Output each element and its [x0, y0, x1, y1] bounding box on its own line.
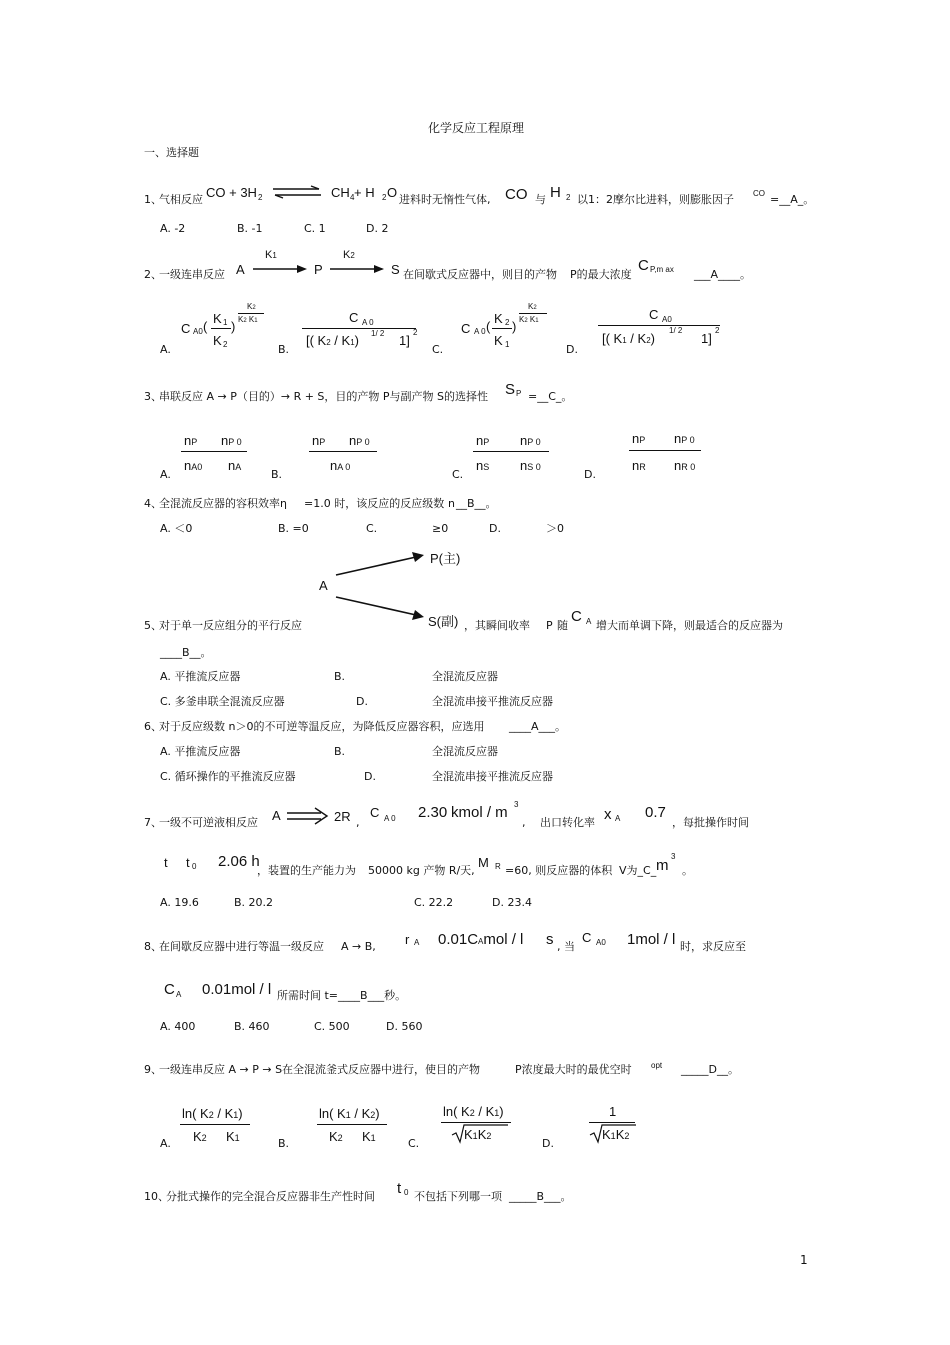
option-label: D. — [566, 343, 578, 356]
fraction-bar — [441, 1122, 511, 1123]
option-b: B. -1 — [237, 222, 263, 235]
yield-p: P — [546, 619, 553, 632]
denominator: nA0 — [184, 458, 203, 473]
denominator: K2 — [193, 1129, 207, 1144]
denominator: [( K2 / K1) — [306, 333, 359, 348]
question-text: 增大而单调下降，则最适合的反应器为 — [596, 619, 783, 632]
answer: __B__。 — [456, 497, 497, 510]
fraction-bar — [629, 450, 701, 451]
s-symbol: S — [505, 381, 516, 398]
exponent-bottom: K2 K1 — [519, 315, 539, 324]
question-text: 不包括下列哪一项 — [414, 1190, 502, 1203]
subscript: A0 — [193, 327, 203, 336]
option-label: A. — [160, 343, 171, 356]
product-r: 2R — [334, 809, 351, 824]
exponent: 2 — [715, 326, 720, 335]
option-label: B. — [278, 343, 290, 356]
fraction-bar — [309, 451, 377, 452]
option-d-value: ＞0 — [546, 522, 564, 535]
c-symbol: C — [164, 981, 175, 998]
t0-symbol: t — [186, 855, 190, 870]
t-symbol: t — [164, 855, 168, 870]
concentration-value: 1mol / l — [627, 931, 676, 948]
h-symbol: H — [550, 184, 561, 201]
subscript: 2 — [382, 193, 387, 202]
question-text: 时，求反应至 — [680, 940, 746, 953]
period: 。 — [682, 864, 693, 877]
co-symbol: CO — [505, 186, 528, 203]
exponent: 1/ 2 — [669, 326, 683, 335]
subscript: A — [586, 617, 592, 626]
numerator: nP 0 — [349, 433, 370, 448]
comma: , — [356, 816, 360, 829]
page-title: 化学反应工程原理 — [428, 121, 525, 135]
option-a: A. 19.6 — [160, 896, 199, 909]
subscript: 0 — [192, 862, 197, 871]
question-number: 7、 — [144, 816, 162, 829]
subscript: A — [176, 990, 182, 999]
option-label: D. — [584, 468, 596, 481]
numerator: 1 — [609, 1104, 617, 1119]
numerator: ln( K2 / K1) — [443, 1104, 504, 1119]
option-label: C. — [432, 343, 444, 356]
question-number: 2、 — [144, 268, 162, 281]
section-heading: 一、选择题 — [144, 146, 199, 159]
concentration-unit: kmol / m — [451, 804, 508, 821]
question-text: =60, 则反应器的体积 — [505, 864, 613, 877]
product-plus: + H — [354, 185, 375, 200]
r-symbol: r — [405, 932, 410, 947]
subscript: 2 — [566, 193, 571, 202]
arrow-right-icon — [253, 264, 307, 274]
option-d: D. 23.4 — [492, 896, 532, 909]
denominator: nA — [228, 458, 242, 473]
question-text: ，每批操作时间 — [672, 816, 749, 829]
product-side: S(副) — [428, 614, 459, 629]
question-number: 5、 — [144, 619, 162, 632]
denominator: K1 — [226, 1129, 240, 1144]
numerator: K — [213, 311, 222, 326]
product-ch: CH — [331, 185, 350, 200]
m-symbol: M — [478, 855, 489, 870]
subscript: 0 — [404, 1188, 409, 1197]
option-a: A. 平推流反应器 — [160, 745, 241, 758]
superscript: 3 — [514, 800, 519, 809]
time-value: 2.06 h — [218, 853, 260, 870]
denominator: [( K1 / K2) — [602, 331, 655, 346]
question-text: 对于单一反应组分的平行反应 — [159, 619, 302, 632]
denominator: K — [494, 333, 503, 348]
fraction-bar — [181, 451, 247, 452]
paren: ) — [231, 319, 236, 334]
question-lead: 一级连串反应 — [159, 268, 225, 281]
option-a: A. 平推流反应器 — [160, 670, 241, 683]
exponent: 1/ 2 — [371, 329, 385, 338]
option-c: C. 22.2 — [414, 896, 454, 909]
parallel-reaction-arrows-icon — [336, 551, 426, 623]
question-text: 对于反应级数 n＞0的不可逆等温反应，为降低反应器容积，应选用 — [159, 720, 485, 733]
subscript: A — [615, 814, 621, 823]
option-c-value: ≥0 — [432, 522, 449, 535]
denominator: nR — [632, 458, 646, 473]
paren: ( — [486, 319, 491, 334]
numerator: nP — [184, 433, 198, 448]
option-b-text: 全混流反应器 — [432, 670, 498, 683]
comma: , — [522, 816, 526, 829]
denominator: K1K2 — [602, 1127, 630, 1142]
paren: ( — [203, 319, 208, 334]
page-number: 1 — [800, 1253, 808, 1267]
answer: V为_C_ — [619, 864, 657, 877]
question-text: 随 — [557, 619, 568, 632]
unit-s: s — [546, 931, 554, 948]
question-text: ，其瞬间收率 — [464, 619, 530, 632]
product-main: P(主) — [430, 551, 461, 566]
fraction-bar — [302, 328, 416, 329]
option-d-label: D. — [364, 770, 376, 783]
subscript: R — [495, 862, 501, 871]
denominator: nA 0 — [330, 458, 351, 473]
rate-k1: K1 — [265, 249, 277, 261]
numerator: nP — [312, 433, 326, 448]
fraction-bar — [211, 328, 231, 329]
rate-expression: 0.01CAmol / l — [438, 931, 524, 948]
subscript: A 0 — [384, 814, 396, 823]
fraction-bar — [238, 313, 264, 314]
subscript: A 0 — [362, 318, 374, 327]
answer: ____B__。 — [160, 646, 212, 659]
subscript: A0 — [596, 938, 606, 947]
option-a: A. 400 — [160, 1020, 196, 1033]
subscript: 2 — [223, 340, 228, 349]
answer: ___A____。 — [694, 268, 752, 281]
equilibrium-arrow-icon — [273, 186, 321, 198]
question-text: , 当 — [557, 940, 575, 953]
denominator-tail: 1] — [399, 333, 410, 348]
answer: _____B___。 — [509, 1190, 572, 1203]
fraction-bar — [598, 325, 720, 326]
conversion-value: 0.7 — [645, 804, 666, 821]
reactants: CO + 3H — [206, 185, 257, 200]
question-text: 50000 kg 产物 R/天, — [368, 864, 475, 877]
question-text: 所需时间 t=____B___秒。 — [277, 989, 407, 1002]
option-d: D. 560 — [386, 1020, 423, 1033]
exponent-top: K2 — [247, 302, 256, 311]
product-o: O — [387, 185, 398, 200]
option-c-label: C. — [366, 522, 378, 535]
option-c: C. 多釜串联全混流反应器 — [160, 695, 285, 708]
question-text: P浓度最大时的最优空时 — [515, 1063, 632, 1076]
option-a: A. ＜0 — [160, 522, 193, 535]
denominator: K1K2 — [464, 1127, 492, 1142]
exponent: 2 — [413, 328, 418, 337]
subscript: P,m ax — [650, 265, 674, 274]
option-b-label: B. — [334, 745, 346, 758]
reaction: A → B, — [341, 940, 376, 953]
answer: _____D__。 — [681, 1063, 739, 1076]
variable-n: n — [448, 497, 455, 510]
option-b-label: B. — [334, 670, 346, 683]
x-symbol: x — [604, 806, 612, 823]
exponent-bottom: K2 K1 — [238, 315, 258, 324]
option-b-text: 全混流反应器 — [432, 745, 498, 758]
arrow-right-icon — [330, 264, 384, 274]
subscript: 1 — [223, 318, 228, 327]
species-a: A — [319, 578, 328, 593]
double-arrow-icon — [287, 808, 329, 824]
numerator: nP 0 — [674, 431, 695, 446]
c-symbol: C — [181, 321, 191, 336]
option-label: A. — [160, 468, 171, 481]
subscript: 4 — [350, 193, 355, 202]
numerator: ln( K2 / K1) — [182, 1106, 243, 1121]
question-text: =1.0 时，该反应的反应级数 — [304, 497, 445, 510]
numerator: K — [494, 311, 503, 326]
question-number: 6、 — [144, 720, 162, 733]
c-symbol: C — [571, 608, 582, 625]
numerator: C — [649, 307, 659, 322]
rate-k2: K2 — [343, 249, 355, 261]
denominator: K — [213, 333, 222, 348]
denominator: nS — [476, 458, 490, 473]
subscript: A0 — [662, 315, 672, 324]
fraction-bar — [589, 1122, 635, 1123]
option-label: B. — [278, 1137, 290, 1150]
question-number: 1、 — [144, 193, 162, 206]
fraction-bar — [473, 451, 549, 452]
question-text: 在间歇式反应器中，则目的产物 — [403, 268, 557, 281]
subscript: A 0 — [474, 327, 486, 336]
subscript: 1 — [505, 340, 510, 349]
option-d: D. 2 — [366, 222, 389, 235]
option-label: C. — [452, 468, 464, 481]
fraction-bar — [519, 313, 547, 314]
question-text: 串联反应 A → P（目的）→ R + S，目的产物 P与副产物 S的选择性 — [159, 390, 489, 403]
subscript: P — [516, 389, 522, 398]
question-number: 4、 — [144, 497, 162, 510]
option-label: A. — [160, 1137, 171, 1150]
option-b: B. =0 — [278, 522, 309, 535]
option-d-text: 全混流串接平推流反应器 — [432, 770, 553, 783]
option-label: C. — [408, 1137, 420, 1150]
option-d-label: D. — [489, 522, 501, 535]
option-d-label: D. — [356, 695, 368, 708]
option-a: A. -2 — [160, 222, 186, 235]
option-d-text: 全混流串接平推流反应器 — [432, 695, 553, 708]
question-text: ，装置的生产能力为 — [257, 864, 356, 877]
question-number: 9、 — [144, 1063, 162, 1076]
t-symbol: t — [397, 1180, 402, 1197]
c-symbol: C — [638, 257, 649, 274]
fraction-bar — [492, 328, 512, 329]
question-text: P的最大浓度 — [570, 268, 632, 281]
numerator: C — [349, 310, 359, 325]
option-c: C. 1 — [304, 222, 326, 235]
species-s: S — [391, 262, 400, 277]
question-text: 进料时无惰性气体, — [399, 193, 491, 206]
question-text: 全混流反应器的容积效率η — [159, 497, 287, 510]
question-text: 以1：2摩尔比进料，则膨胀因子 — [577, 193, 734, 206]
question-lead: 一级不可逆液相反应 — [159, 816, 258, 829]
denominator: K2 — [329, 1129, 343, 1144]
species-a: A — [236, 262, 245, 277]
subscript: 2 — [505, 318, 510, 327]
c-symbol: C — [370, 805, 380, 820]
numerator: nP 0 — [520, 433, 541, 448]
denominator-tail: 1] — [701, 331, 712, 346]
option-label: B. — [271, 468, 283, 481]
denominator: K1 — [362, 1129, 376, 1144]
c-symbol: C — [582, 930, 592, 945]
unit-m: m — [656, 857, 669, 874]
subscript: CO — [753, 189, 765, 198]
question-number: 8、 — [144, 940, 162, 953]
denominator: nR 0 — [674, 458, 696, 473]
answer: ____A___。 — [509, 720, 567, 733]
connector: 与 — [535, 193, 546, 206]
species-p: P — [314, 262, 323, 277]
exponent-top: K2 — [528, 302, 537, 311]
question-lead: 气相反应 — [159, 193, 203, 206]
fraction-bar — [180, 1124, 250, 1125]
option-b: B. 20.2 — [234, 896, 274, 909]
question-number: 10、 — [144, 1190, 169, 1203]
question-text: 分批式操作的完全混合反应器非生产性时间 — [166, 1190, 375, 1203]
concentration-value: 0.01mol / l — [202, 981, 272, 998]
subscript: A — [414, 938, 420, 947]
option-b: B. 460 — [234, 1020, 270, 1033]
numerator: nP — [632, 431, 646, 446]
option-c: C. 500 — [314, 1020, 350, 1033]
question-lead: 在间歇反应器中进行等温一级反应 — [159, 940, 324, 953]
numerator: nP 0 — [221, 433, 242, 448]
question-text: 一级连串反应 A → P → S在全混流釜式反应器中进行，使目的产物 — [159, 1063, 481, 1076]
answer: =__A_。 — [770, 193, 815, 206]
option-c: C. 循环操作的平推流反应器 — [160, 770, 296, 783]
denominator: nS 0 — [520, 458, 541, 473]
concentration-value: 2.30 — [418, 804, 448, 821]
question-text: 出口转化率 — [540, 816, 595, 829]
numerator: nP — [476, 433, 490, 448]
numerator: ln( K1 / K2) — [319, 1106, 380, 1121]
c-symbol: C — [461, 321, 471, 336]
paren: ) — [512, 319, 517, 334]
question-number: 3、 — [144, 390, 162, 403]
answer: =__C_。 — [528, 390, 573, 403]
option-label: D. — [542, 1137, 554, 1150]
subscript-opt: opt — [651, 1061, 663, 1070]
superscript: 3 — [671, 852, 676, 861]
fraction-bar — [317, 1124, 387, 1125]
subscript: 2 — [258, 193, 263, 202]
species-a: A — [272, 808, 281, 823]
